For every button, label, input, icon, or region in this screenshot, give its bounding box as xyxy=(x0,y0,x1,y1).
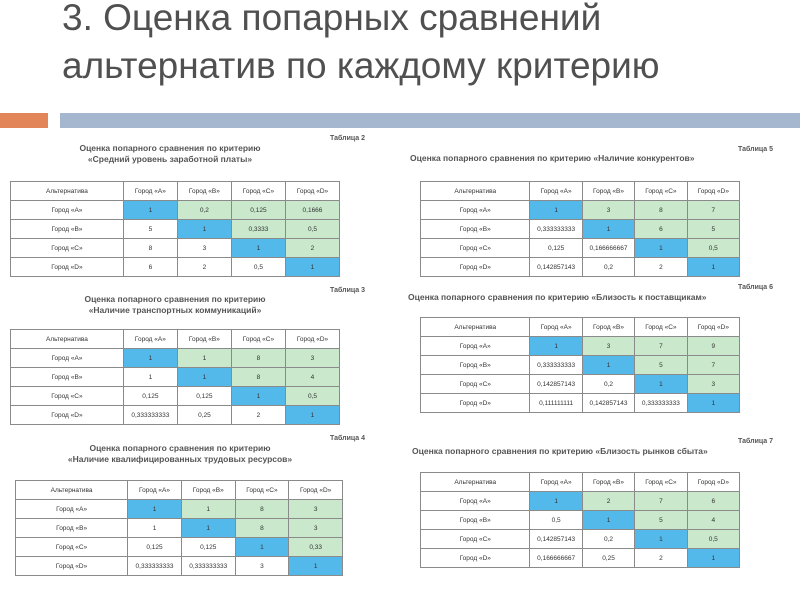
row-header-cell: Город «D» xyxy=(421,258,530,277)
table-heading xyxy=(408,292,753,303)
table-cell: 0,25 xyxy=(177,406,231,425)
column-header: Альтернатива xyxy=(11,330,124,349)
table-cell: 0,125 xyxy=(231,201,285,220)
table-heading-line: «Наличие транспортных коммуникаций» xyxy=(88,305,262,315)
comparison-table-3 xyxy=(10,329,340,425)
column-header: Альтернатива xyxy=(11,182,124,201)
table-cell: 3 xyxy=(289,500,343,519)
table-heading-line: «Средний уровень заработной платы» xyxy=(87,154,253,164)
table-cell: 0,5 xyxy=(285,387,339,406)
column-header: Город «А» xyxy=(123,182,177,201)
table-row xyxy=(11,406,340,425)
table-cell: 0,125 xyxy=(530,239,582,258)
table-cell: 0,25 xyxy=(582,549,634,568)
table-cell: 8 xyxy=(235,519,289,538)
table-header-row xyxy=(421,182,740,201)
table-row xyxy=(11,387,340,406)
table-header-row xyxy=(421,473,740,492)
table-cell: 9 xyxy=(687,337,739,356)
table-cell: 0,333333333 xyxy=(530,220,582,239)
table-row xyxy=(421,239,740,258)
table-cell: 1 xyxy=(123,349,177,368)
table-cell: 0,333333333 xyxy=(530,356,582,375)
table-cell: 2 xyxy=(635,258,687,277)
row-header-cell: Город «В» xyxy=(11,368,124,387)
row-header-cell: Город «С» xyxy=(421,530,530,549)
table-label: Таблица 7 xyxy=(738,438,774,445)
table-cell: 0,125 xyxy=(177,387,231,406)
table-cell: 1 xyxy=(123,201,177,220)
table-label: Таблица 3 xyxy=(330,287,366,294)
table-cell: 1 xyxy=(235,538,289,557)
table-row xyxy=(11,349,340,368)
table-label: Таблица 6 xyxy=(738,284,774,291)
table-cell: 0,125 xyxy=(123,387,177,406)
table-cell: 1 xyxy=(231,387,285,406)
table-cell: 3 xyxy=(285,349,339,368)
table-heading-line: Оценка попарного сравнения по критерию xyxy=(79,143,261,153)
table-cell: 0,142857143 xyxy=(530,375,582,394)
table-cell: 1 xyxy=(635,530,687,549)
table-cell: 1 xyxy=(181,500,235,519)
title-accent-bar xyxy=(0,113,48,128)
table-label: Таблица 4 xyxy=(330,435,366,442)
row-header-cell: Город «А» xyxy=(11,349,124,368)
comparison-table-4 xyxy=(15,480,343,576)
table-cell: 1 xyxy=(687,394,739,413)
table-cell: 0,333333333 xyxy=(123,406,177,425)
table-heading xyxy=(412,446,757,457)
table-cell: 2 xyxy=(635,549,687,568)
table-cell: 0,2 xyxy=(177,201,231,220)
table-heading-line: «Наличие квалифицированных трудовых ресурсов» xyxy=(67,454,293,464)
table-row xyxy=(421,530,740,549)
table-cell: 4 xyxy=(687,511,739,530)
row-header-cell: Город «А» xyxy=(421,201,530,220)
table-cell: 0,33 xyxy=(289,538,343,557)
slide-title: 3. Оценка попарных сравнений альтернатив по каждому критерию xyxy=(62,0,660,86)
table-heading-line: Оценка попарного сравнения по критерию «Наличие конкурентов» xyxy=(410,153,695,163)
table-cell: 2 xyxy=(285,239,339,258)
table-cell: 3 xyxy=(177,239,231,258)
table-label: Таблица 5 xyxy=(738,146,774,153)
table-cell: 0,125 xyxy=(128,538,182,557)
column-header: Город «С» xyxy=(231,330,285,349)
table-cell: 0,2 xyxy=(582,375,634,394)
column-header: Город «D» xyxy=(285,330,339,349)
table-cell: 3 xyxy=(235,557,289,576)
column-header: Город «А» xyxy=(530,182,582,201)
table-cell: 0,166666667 xyxy=(582,239,634,258)
column-header: Город «С» xyxy=(635,318,687,337)
table-cell: 6 xyxy=(687,492,739,511)
table-cell: 7 xyxy=(635,337,687,356)
table-cell: 5 xyxy=(123,220,177,239)
row-header-cell: Город «В» xyxy=(421,511,530,530)
table-row xyxy=(421,337,740,356)
row-header-cell: Город «А» xyxy=(421,492,530,511)
table-cell: 1 xyxy=(635,375,687,394)
row-header-cell: Город «А» xyxy=(11,201,124,220)
row-header-cell: Город «С» xyxy=(16,538,128,557)
table-cell: 3 xyxy=(687,375,739,394)
table-cell: 3 xyxy=(582,201,634,220)
table-header-row xyxy=(11,330,340,349)
comparison-table-2 xyxy=(10,181,340,277)
table-cell: 1 xyxy=(285,258,339,277)
column-header: Город «В» xyxy=(582,473,634,492)
title-underline-bar xyxy=(60,113,800,128)
table-cell: 1 xyxy=(177,368,231,387)
table-heading-line: Оценка попарного сравнения по критерию «Близость к поставщикам» xyxy=(408,292,707,302)
column-header: Город «D» xyxy=(285,182,339,201)
table-cell: 8 xyxy=(235,500,289,519)
table-heading-line: Оценка попарного сравнения по критерию «Близость рынков сбыта» xyxy=(412,446,708,456)
table-cell: 0,3333 xyxy=(231,220,285,239)
table-cell: 2 xyxy=(231,406,285,425)
table-cell: 6 xyxy=(635,220,687,239)
row-header-cell: Город «В» xyxy=(421,220,530,239)
table-cell: 1 xyxy=(687,549,739,568)
column-header: Город «А» xyxy=(530,318,582,337)
table-cell: 1 xyxy=(530,201,582,220)
column-header: Город «D» xyxy=(289,481,343,500)
table-cell: 1 xyxy=(289,557,343,576)
table-cell: 5 xyxy=(635,356,687,375)
table-cell: 1 xyxy=(635,239,687,258)
column-header: Город «D» xyxy=(687,182,739,201)
table-row xyxy=(421,394,740,413)
table-cell: 0,166666667 xyxy=(530,549,582,568)
table-row xyxy=(11,258,340,277)
table-heading xyxy=(40,143,300,165)
row-header-cell: Город «D» xyxy=(11,258,124,277)
table-cell: 0,5 xyxy=(530,511,582,530)
table-cell: 0,2 xyxy=(582,530,634,549)
table-cell: 0,333333333 xyxy=(128,557,182,576)
column-header: Город «В» xyxy=(177,182,231,201)
table-cell: 7 xyxy=(635,492,687,511)
table-row xyxy=(16,557,343,576)
table-cell: 0,5 xyxy=(231,258,285,277)
row-header-cell: Город «В» xyxy=(16,519,128,538)
table-cell: 8 xyxy=(231,349,285,368)
table-cell: 1 xyxy=(582,220,634,239)
column-header: Город «С» xyxy=(231,182,285,201)
table-cell: 0,5 xyxy=(285,220,339,239)
table-header-row xyxy=(16,481,343,500)
column-header: Город «В» xyxy=(181,481,235,500)
table-cell: 8 xyxy=(635,201,687,220)
row-header-cell: Город «С» xyxy=(11,239,124,258)
table-cell: 1 xyxy=(181,519,235,538)
table-label: Таблица 2 xyxy=(330,135,366,142)
table-row xyxy=(421,492,740,511)
column-header: Город «D» xyxy=(687,473,739,492)
column-header: Город «D» xyxy=(687,318,739,337)
column-header: Город «В» xyxy=(582,318,634,337)
table-row xyxy=(421,220,740,239)
table-cell: 1 xyxy=(582,511,634,530)
table-cell: 1 xyxy=(530,492,582,511)
row-header-cell: Город «D» xyxy=(16,557,128,576)
table-cell: 5 xyxy=(635,511,687,530)
table-cell: 0,333333333 xyxy=(635,394,687,413)
column-header: Город «В» xyxy=(177,330,231,349)
table-cell: 1 xyxy=(128,500,182,519)
column-header: Город «С» xyxy=(235,481,289,500)
row-header-cell: Город «А» xyxy=(421,337,530,356)
table-cell: 0,5 xyxy=(687,239,739,258)
table-row xyxy=(11,201,340,220)
table-cell: 1 xyxy=(123,368,177,387)
table-cell: 1 xyxy=(285,406,339,425)
table-cell: 7 xyxy=(687,356,739,375)
table-cell: 4 xyxy=(285,368,339,387)
table-cell: 1 xyxy=(177,220,231,239)
column-header: Город «А» xyxy=(123,330,177,349)
table-cell: 2 xyxy=(177,258,231,277)
table-cell: 0,1666 xyxy=(285,201,339,220)
table-row xyxy=(421,201,740,220)
table-cell: 1 xyxy=(530,337,582,356)
table-cell: 2 xyxy=(582,492,634,511)
table-row xyxy=(421,511,740,530)
comparison-table-5 xyxy=(420,181,740,277)
table-cell: 3 xyxy=(582,337,634,356)
table-row xyxy=(421,356,740,375)
table-cell: 1 xyxy=(177,349,231,368)
table-cell: 6 xyxy=(123,258,177,277)
column-header: Альтернатива xyxy=(16,481,128,500)
table-heading xyxy=(45,294,305,316)
table-cell: 8 xyxy=(123,239,177,258)
table-row xyxy=(421,375,740,394)
table-cell: 5 xyxy=(687,220,739,239)
table-cell: 0,111111111 xyxy=(530,394,582,413)
table-cell: 0,142857143 xyxy=(530,258,582,277)
table-row xyxy=(16,519,343,538)
row-header-cell: Город «С» xyxy=(421,239,530,258)
column-header: Альтернатива xyxy=(421,182,530,201)
table-cell: 0,2 xyxy=(582,258,634,277)
table-cell: 1 xyxy=(231,239,285,258)
table-heading-line: Оценка попарного сравнения по критерию xyxy=(84,294,266,304)
table-cell: 1 xyxy=(582,356,634,375)
table-cell: 0,5 xyxy=(687,530,739,549)
table-row xyxy=(421,258,740,277)
table-cell: 0,333333333 xyxy=(181,557,235,576)
table-cell: 1 xyxy=(128,519,182,538)
row-header-cell: Город «D» xyxy=(421,394,530,413)
column-header: Город «В» xyxy=(582,182,634,201)
table-row xyxy=(11,368,340,387)
table-cell: 0,125 xyxy=(181,538,235,557)
table-cell: 7 xyxy=(687,201,739,220)
comparison-table-6 xyxy=(420,317,740,413)
table-cell: 8 xyxy=(231,368,285,387)
row-header-cell: Город «А» xyxy=(16,500,128,519)
column-header: Альтернатива xyxy=(421,318,530,337)
comparison-table-7 xyxy=(420,472,740,568)
table-cell: 1 xyxy=(687,258,739,277)
table-heading-line: Оценка попарного сравнения по критерию xyxy=(89,443,271,453)
row-header-cell: Город «D» xyxy=(421,549,530,568)
row-header-cell: Город «В» xyxy=(421,356,530,375)
table-row xyxy=(16,500,343,519)
table-heading xyxy=(30,443,330,465)
table-cell: 3 xyxy=(289,519,343,538)
column-header: Альтернатива xyxy=(421,473,530,492)
table-header-row xyxy=(11,182,340,201)
column-header: Город «С» xyxy=(635,182,687,201)
row-header-cell: Город «В» xyxy=(11,220,124,239)
table-header-row xyxy=(421,318,740,337)
row-header-cell: Город «D» xyxy=(11,406,124,425)
table-row xyxy=(16,538,343,557)
column-header: Город «С» xyxy=(635,473,687,492)
table-heading xyxy=(410,153,755,164)
column-header: Город «А» xyxy=(530,473,582,492)
row-header-cell: Город «С» xyxy=(11,387,124,406)
table-cell: 0,142857143 xyxy=(582,394,634,413)
table-row xyxy=(11,239,340,258)
table-cell: 0,142857143 xyxy=(530,530,582,549)
column-header: Город «А» xyxy=(128,481,182,500)
table-row xyxy=(421,549,740,568)
table-row xyxy=(11,220,340,239)
row-header-cell: Город «С» xyxy=(421,375,530,394)
